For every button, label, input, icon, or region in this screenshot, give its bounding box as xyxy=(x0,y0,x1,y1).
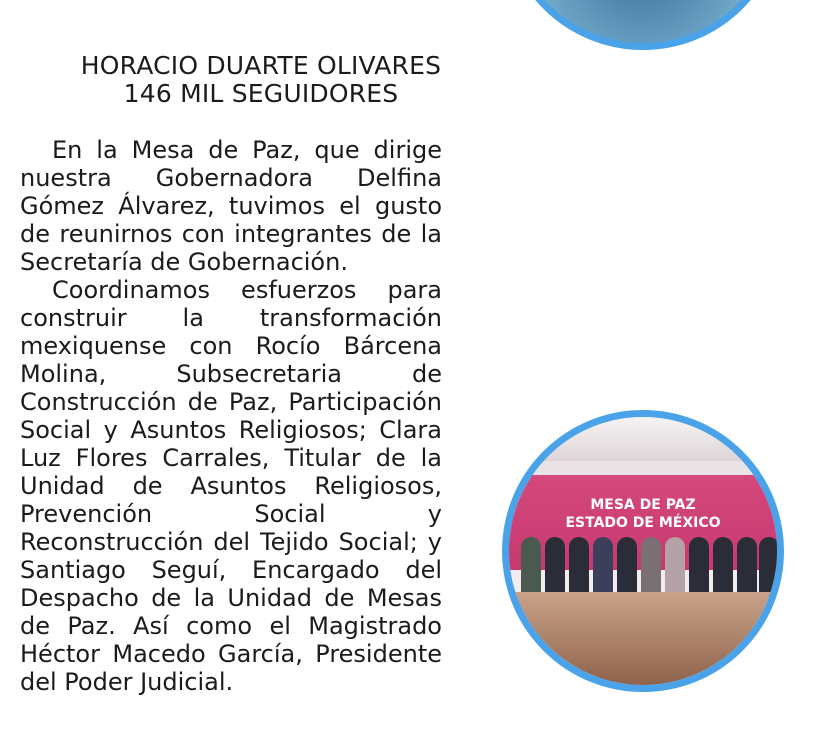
banner-title: MESA DE PAZ xyxy=(590,497,696,513)
person xyxy=(545,537,565,597)
person xyxy=(759,537,779,597)
photo-logo-strip xyxy=(509,461,777,475)
person xyxy=(593,537,613,597)
meeting-photo-circle xyxy=(502,410,784,692)
top-photo-circle xyxy=(502,0,784,50)
author-header xyxy=(20,52,502,108)
person xyxy=(521,537,541,597)
banner-subtitle: ESTADO DE MÉXICO xyxy=(565,515,721,531)
person xyxy=(665,537,685,597)
photo-people xyxy=(509,527,777,597)
person xyxy=(713,537,733,597)
person xyxy=(617,537,637,597)
author-name: HORACIO DUARTE OLIVARES xyxy=(80,51,442,80)
follower-count: 146 MIL SEGUIDORES xyxy=(123,79,399,108)
photo-table xyxy=(509,592,777,692)
photo-ceiling xyxy=(509,417,777,461)
person xyxy=(641,537,661,597)
person xyxy=(569,537,589,597)
paragraph: Coordinamos esfuerzos para construir la transformación mexiquense con Rocío Bárcena Molina, Subsecretaria de Construcción de Paz, Participación Social y Asuntos Religiosos; Clara Luz Flores Carrales, Titular de la Unidad de Asuntos Religiosos, Prevención Social y Reconstrucción del Tejido Social; y Santiago Seguí, Encargado del Despacho de la Unidad de Mesas de Paz. Así como el Magistrado Héctor Macedo García, Presidente del Poder Judicial. xyxy=(20,276,442,696)
article-body xyxy=(20,136,442,696)
person xyxy=(737,537,757,597)
person xyxy=(689,537,709,597)
paragraph: En la Mesa de Paz, que dirige nuestra Gobernadora Delfina Gómez Álvarez, tuvimos el gusto de reunirnos con integrantes de la Secretaría de Gobernación. xyxy=(20,136,442,276)
